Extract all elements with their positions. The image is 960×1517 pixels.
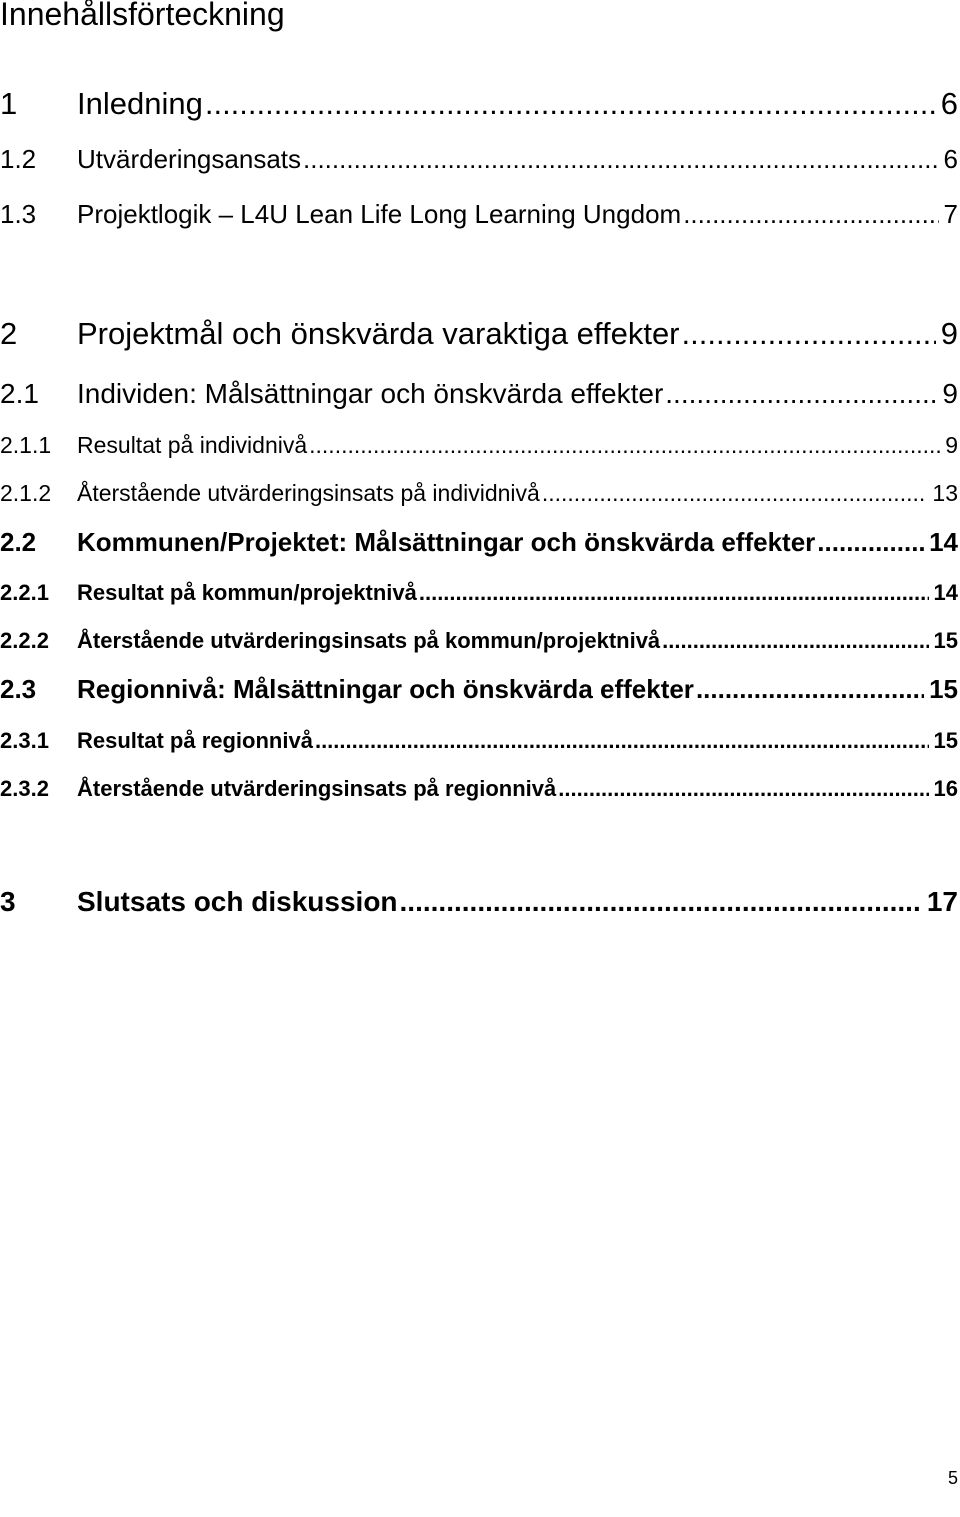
entry-title: Återstående utvärderingsinsats på regionnivå (77, 776, 557, 801)
toc-entry-2-3[interactable] (0, 674, 958, 705)
dot-leader (660, 627, 928, 654)
entry-title: Återstående utvärderingsinsats på kommun/projektnivå (77, 628, 661, 653)
entry-number: 2.3.1 (0, 728, 49, 753)
dot-leader (313, 727, 929, 754)
entry-page-number: 14 (929, 527, 958, 557)
entry-number: 1.3 (0, 199, 37, 229)
entry-title: Inledning (77, 86, 203, 121)
entry-page-number: 15 (933, 628, 958, 653)
toc-entry-2-2-2[interactable] (0, 627, 958, 654)
entry-number: 1.2 (0, 144, 37, 174)
entry-page-number: 9 (942, 378, 958, 409)
entry-page-number: 17 (926, 886, 958, 917)
entry-number: 2.2 (0, 527, 37, 557)
entry-page-number: 13 (932, 480, 958, 506)
entry-title: Individen: Målsättningar och önskvärda effekter (77, 378, 664, 409)
dot-leader (663, 377, 937, 411)
entry-title: Resultat på individnivå (77, 432, 308, 458)
entry-page-number: 7 (943, 199, 958, 229)
entry-number: 2.2.1 (0, 580, 49, 605)
entry-page-number: 15 (933, 728, 958, 753)
entry-title: Regionnivå: Målsättningar och önskvärda effekter (77, 674, 694, 704)
toc-entry-1-2[interactable] (0, 144, 958, 175)
dot-leader (680, 315, 936, 352)
entry-title: Projektlogik – L4U Lean Life Long Learning Ungdom (77, 199, 682, 229)
footer-page-number: 5 (947, 1468, 958, 1488)
toc-heading: Innehållsförteckning (0, 0, 285, 32)
entry-page-number: 6 (940, 86, 958, 121)
entry-title: Resultat på regionnivå (77, 728, 313, 753)
entry-number: 3 (0, 886, 16, 917)
entry-number: 2.3 (0, 674, 37, 704)
entry-title: Utvärderingsansats (77, 144, 301, 174)
entry-page-number: 9 (945, 432, 958, 458)
dot-leader (540, 479, 928, 507)
toc-entry-1[interactable] (0, 85, 958, 122)
toc-entry-2-3-1[interactable] (0, 727, 958, 754)
entry-page-number: 9 (940, 316, 958, 351)
entry-page-number: 16 (933, 776, 958, 801)
entry-number: 1 (0, 86, 18, 121)
dot-leader (301, 144, 939, 175)
entry-title: Projektmål och önskvärda varaktiga effekter (77, 316, 680, 351)
dot-leader (815, 527, 924, 558)
dot-leader (203, 85, 936, 122)
dot-leader (417, 579, 929, 606)
entry-number: 2 (0, 316, 18, 351)
entry-title: Slutsats och diskussion (77, 886, 398, 917)
toc-entry-2-2[interactable] (0, 527, 958, 558)
toc-entry-2-1[interactable] (0, 377, 958, 411)
entry-number: 2.1.1 (0, 432, 52, 458)
entry-number: 2.1 (0, 378, 39, 409)
dot-leader (694, 674, 924, 705)
dot-leader (556, 775, 928, 802)
toc-entry-1-3[interactable] (0, 199, 958, 230)
toc-entry-2-1-1[interactable] (0, 431, 958, 459)
entry-number: 2.2.2 (0, 628, 49, 653)
entry-title: Resultat på kommun/projektnivå (77, 580, 417, 605)
entry-number: 2.3.2 (0, 776, 49, 801)
dot-leader (398, 885, 922, 919)
toc-entry-2-1-2[interactable] (0, 479, 958, 507)
entry-page-number: 6 (943, 144, 958, 174)
entry-page-number: 15 (929, 674, 958, 704)
dot-leader (307, 431, 940, 459)
toc-entry-2-2-1[interactable] (0, 579, 958, 606)
toc-entry-2[interactable] (0, 315, 958, 352)
toc-entry-3[interactable] (0, 885, 958, 919)
toc-entry-2-3-2[interactable] (0, 775, 958, 802)
entry-title: Återstående utvärderingsinsats på individnivå (77, 480, 540, 506)
dot-leader (681, 199, 938, 230)
entry-page-number: 14 (933, 580, 958, 605)
entry-number: 2.1.2 (0, 480, 52, 506)
entry-title: Kommunen/Projektet: Målsättningar och önskvärda effekter (77, 527, 816, 557)
